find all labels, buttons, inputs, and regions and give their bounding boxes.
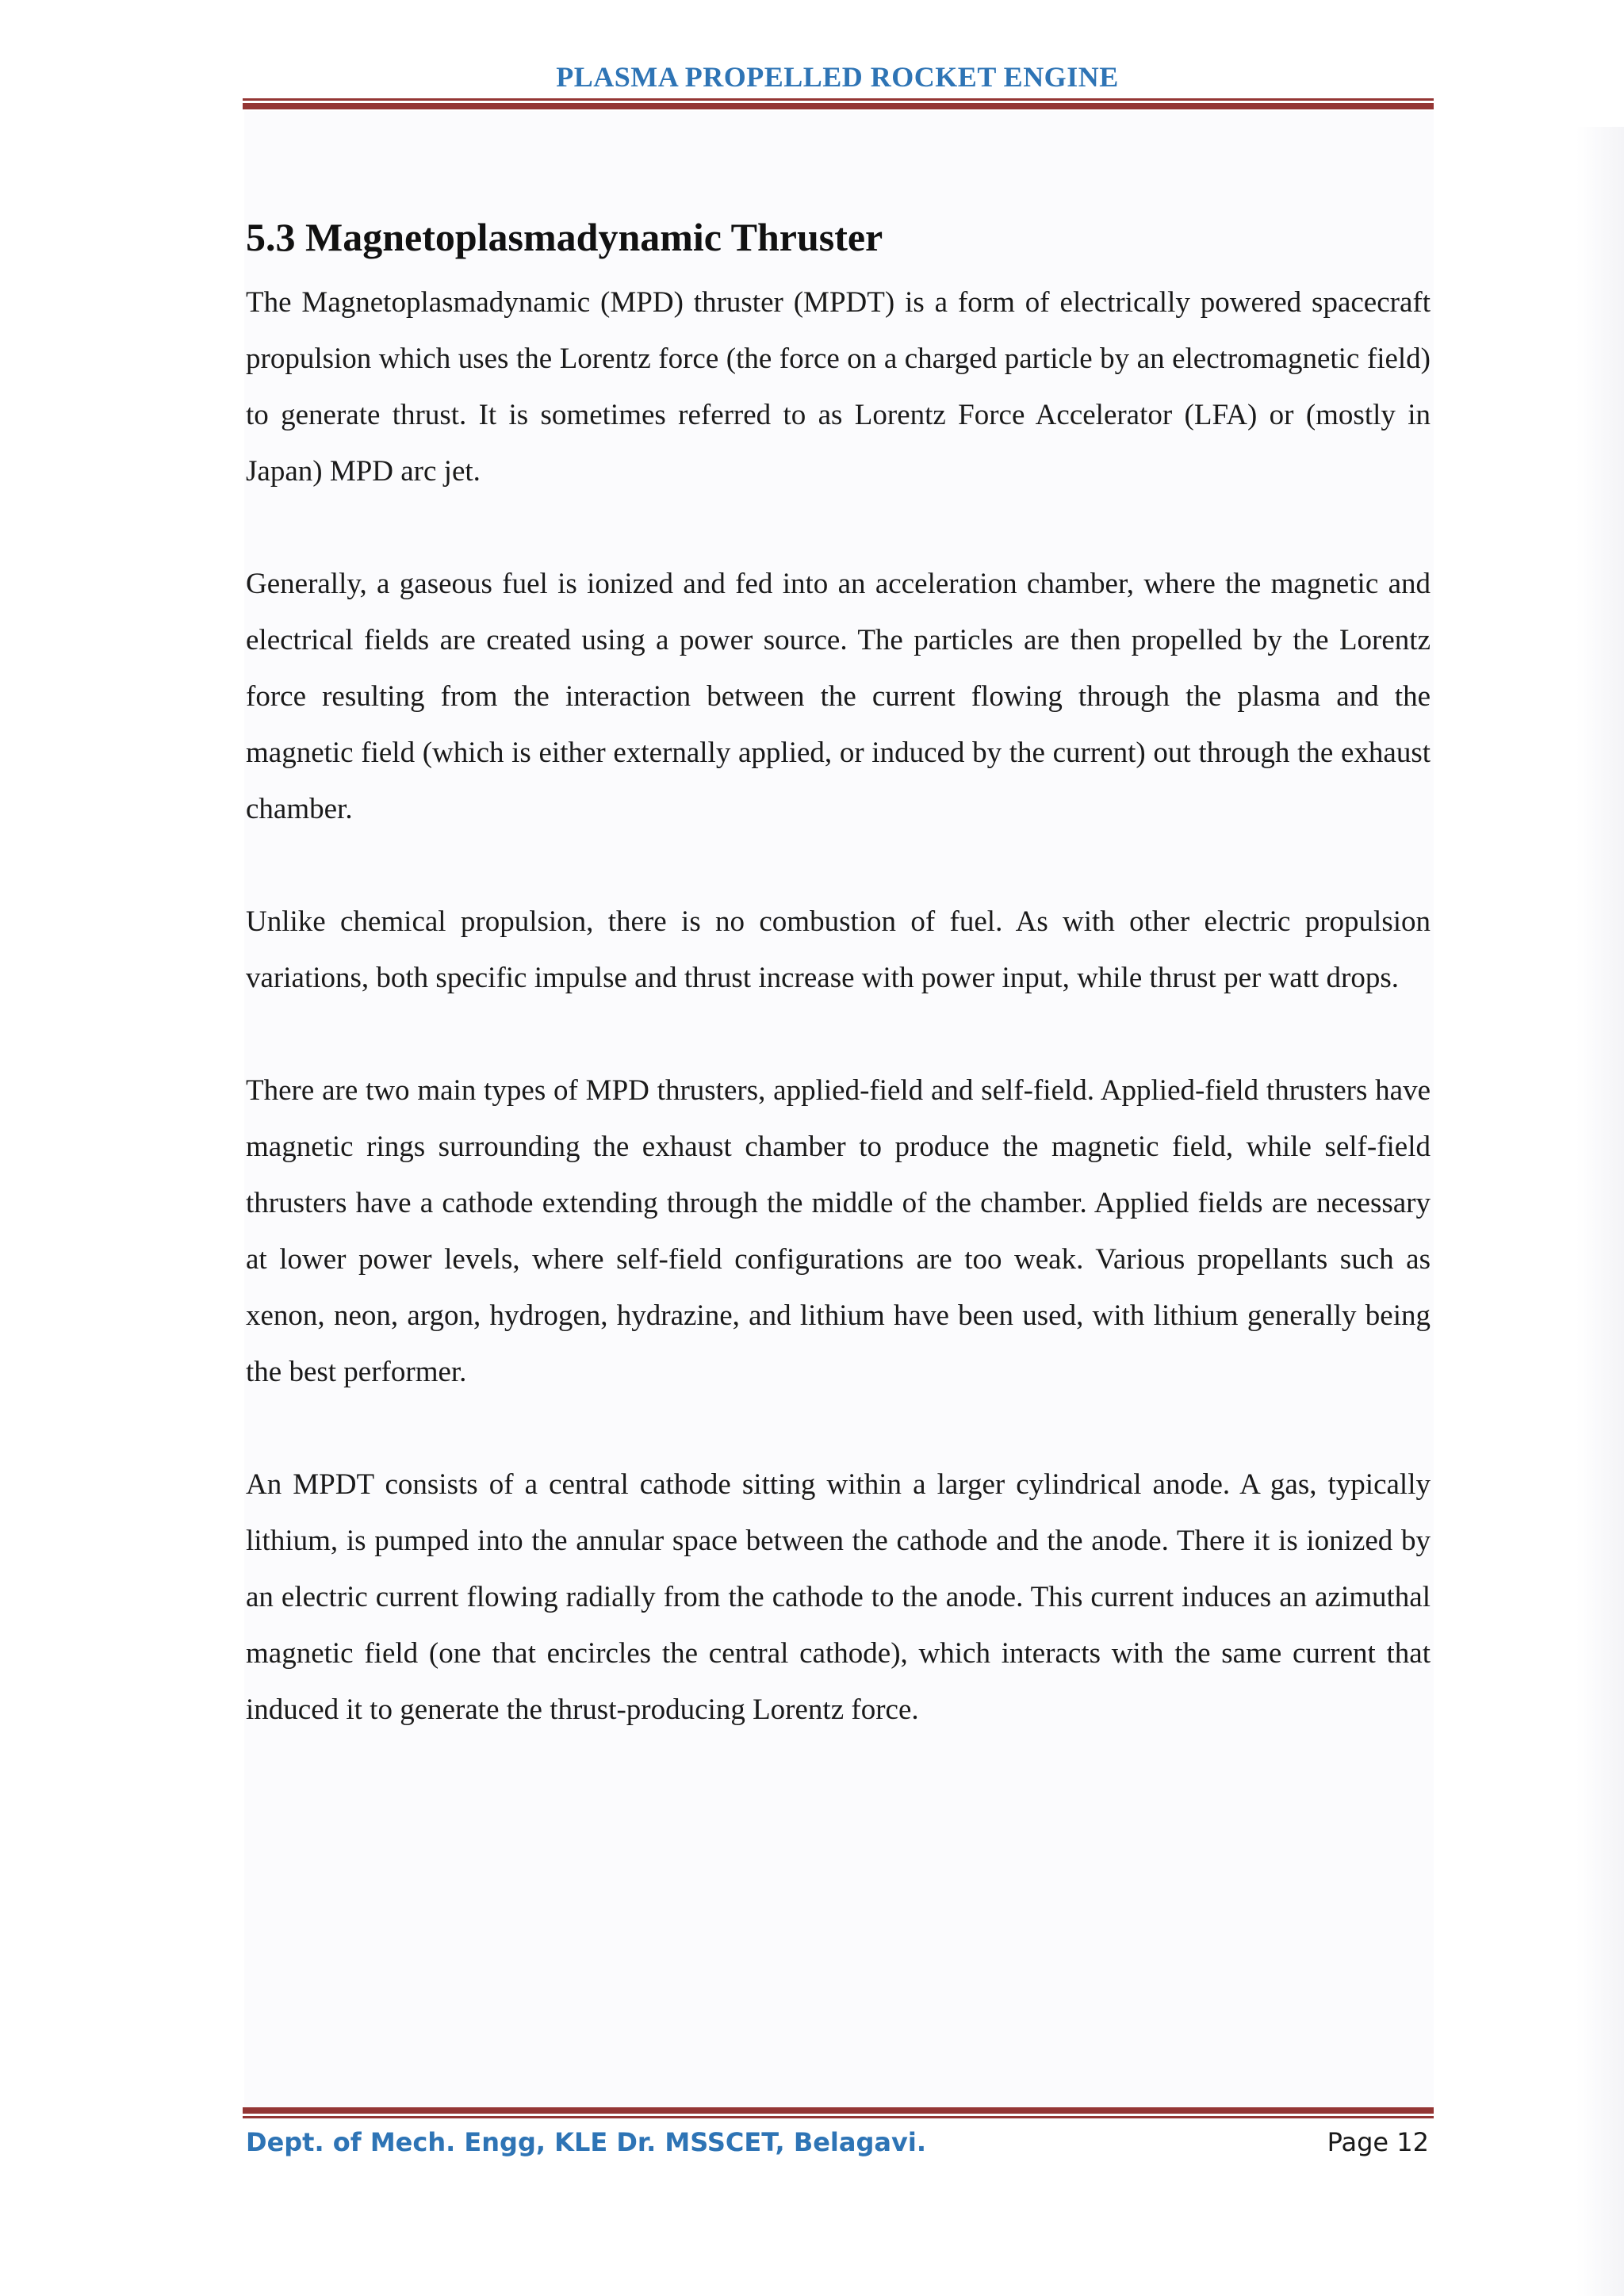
footer-page-number: Page 12 [1327, 2127, 1429, 2157]
page-edge-shadow [1576, 127, 1624, 2296]
running-header-title: PLASMA PROPELLED ROCKET ENGINE [556, 61, 1119, 93]
section-heading: 5.3 Magnetoplasmadynamic Thruster [246, 215, 883, 259]
header-rule-thin [243, 98, 1434, 101]
paragraph-operation: Generally, a gaseous fuel is ionized and fed into an acceleration chamber, where the magnetic and electrical fields are created using a power source. The particles are then propelled by the Lorentz force resulting from the interaction between the current flowing through the plasma and the magnetic field (which is either externally applied, or induced by the current) out through the exhaust chamber. [246, 568, 1431, 825]
footer-department: Dept. of Mech. Engg, KLE Dr. MSSCET, Belagavi. [246, 2127, 926, 2157]
paragraph-construction: An MPDT consists of a central cathode sitting within a larger cylindrical anode. A gas, typically lithium, is pumped into the annular space between the cathode and the anode. There it is ionized by an electric current flowing radially from the cathode to the anode. This current induces an azimuthal magnetic field (one that encircles the central cathode), which interacts with the same current that induced it to generate the thrust-producing Lorentz force. [246, 1468, 1431, 1726]
paragraph-comparison: Unlike chemical propulsion, there is no combustion of fuel. As with other electric propulsion variations, both specific impulse and thrust increase with power input, while thrust per watt drops. [246, 905, 1431, 994]
page-body [246, 208, 1431, 1738]
paragraph-intro: The Magnetoplasmadynamic (MPD) thruster (MPDT) is a form of electrically powered spacecraft propulsion which uses the Lorentz force (the force on a charged particle by an electromagnetic field) to generate thrust. It is sometimes referred to as Lorentz Force Accelerator (LFA) or (mostly in Japan) MPD arc jet. [246, 286, 1431, 488]
header-rule-thick [243, 103, 1434, 109]
footer-rule-thick [243, 2107, 1434, 2114]
footer-rule-thin [243, 2116, 1434, 2118]
paragraph-types: There are two main types of MPD thrusters, applied-field and self-field. Applied-field thrusters have magnetic rings surrounding the exhaust chamber to produce the magnetic field, while self-field thrusters have a cathode extending through the middle of the chamber. Applied fields are necessary at lower power levels, where self-field configurations are too weak. Various propellants such as xenon, neon, argon, hydrogen, hydrazine, and lithium have been used, with lithium generally being the best performer. [246, 1074, 1431, 1388]
